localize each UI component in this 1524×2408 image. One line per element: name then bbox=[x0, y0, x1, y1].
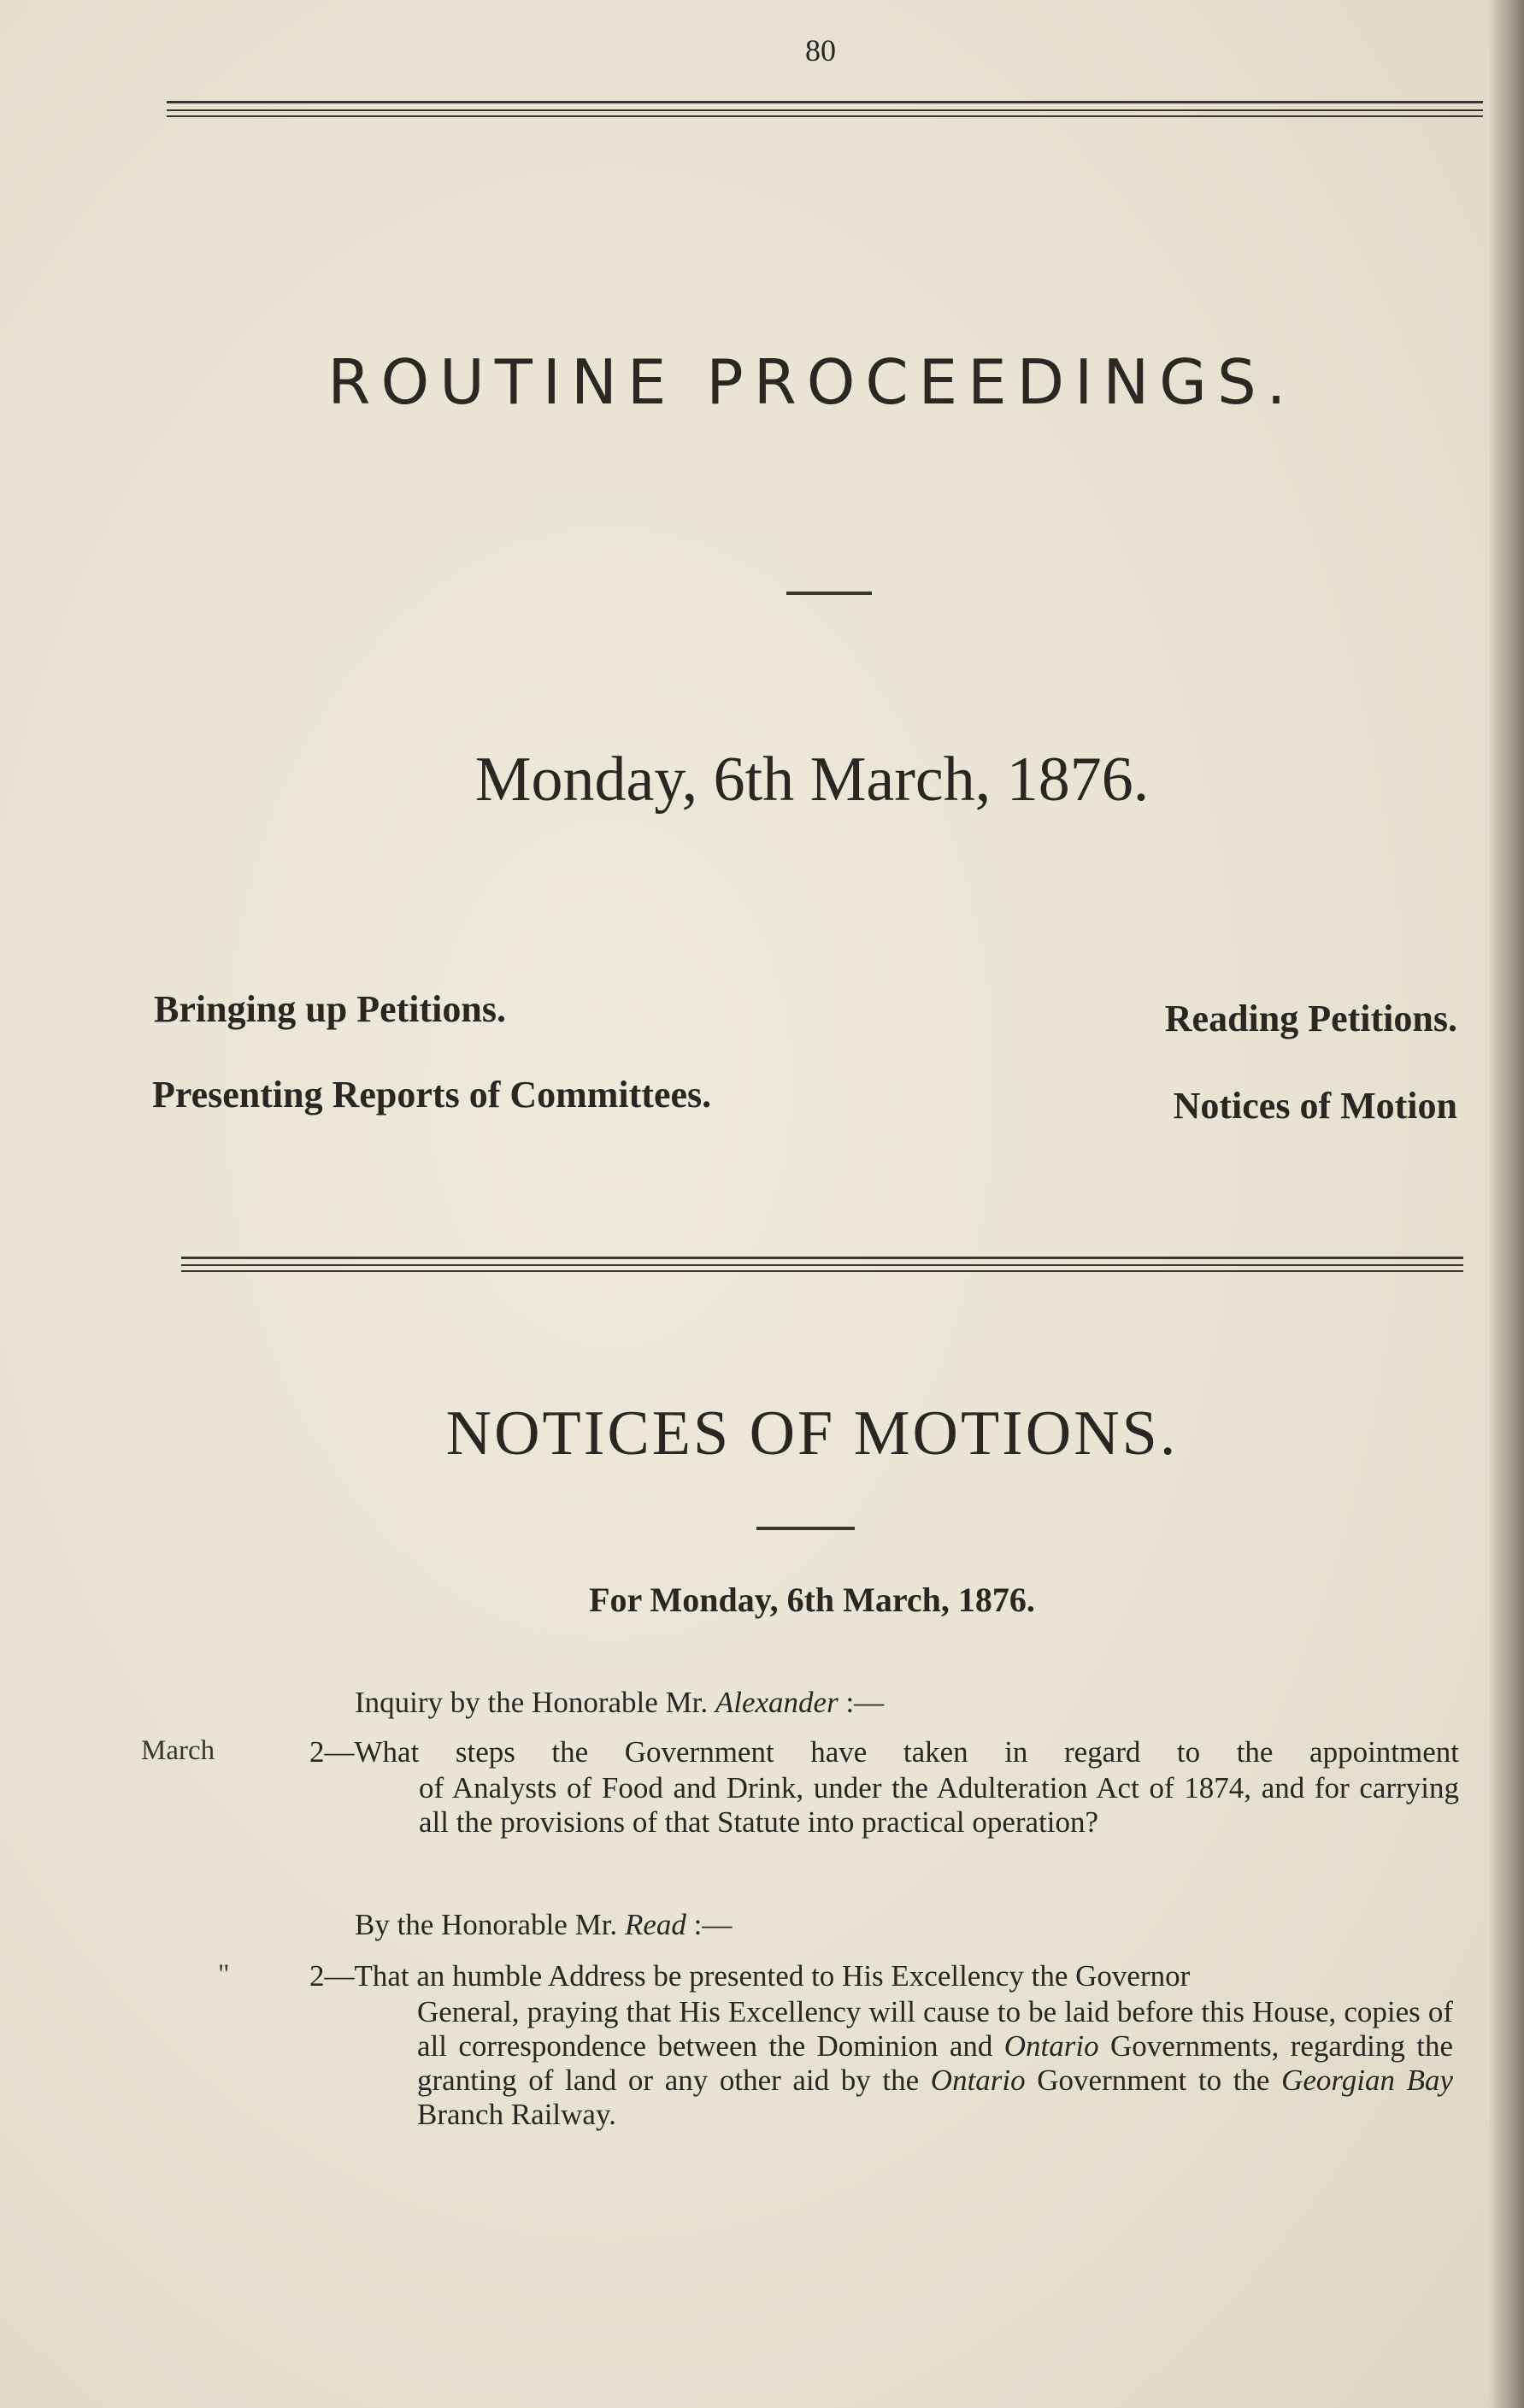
entry-2-body-a: General, praying that His Excellency will cause to be laid before this House, copies of all correspondence between the Dominion and bbox=[417, 1995, 1453, 2063]
middle-rule-thin bbox=[181, 1264, 1463, 1266]
middle-rule bbox=[181, 1257, 1463, 1259]
for-date-heading: For Monday, 6th March, 1876. bbox=[589, 1581, 1035, 1619]
entry-2-body-d: Branch Railway. bbox=[417, 2098, 616, 2131]
top-rule bbox=[167, 101, 1483, 103]
entry-2-intro bbox=[355, 1908, 732, 1942]
page-edge-shadow bbox=[1490, 0, 1524, 2408]
item-notices-of-motion: Notices of Motion bbox=[1173, 1085, 1457, 1127]
routine-proceedings-title: ROUTINE PROCEEDINGS. bbox=[327, 346, 1297, 418]
entry-2-body-c: Government to the bbox=[1025, 2064, 1282, 2097]
item-presenting-reports: Presenting Reports of Committees. bbox=[152, 1074, 712, 1116]
date-heading: Monday, 6th March, 1876. bbox=[474, 745, 1150, 815]
entry-2-margin-ditto: " bbox=[218, 1959, 230, 1990]
entry-2-body-ontario-1: Ontario bbox=[1003, 2029, 1099, 2063]
middle-rule-thin-2 bbox=[181, 1270, 1463, 1272]
entry-1-intro bbox=[355, 1686, 884, 1720]
entry-2-first-line: 2—That an humble Address be presented to His Excellency the Governor bbox=[309, 1959, 1191, 1993]
notices-of-motions-title: NOTICES OF MOTIONS. bbox=[445, 1398, 1179, 1469]
item-reading-petitions: Reading Petitions. bbox=[1164, 998, 1457, 1039]
ornament-dash bbox=[786, 592, 872, 595]
top-rule-thin bbox=[167, 109, 1483, 111]
item-bringing-up-petitions: Bringing up Petitions. bbox=[154, 988, 506, 1030]
top-rule-thin-2 bbox=[167, 115, 1483, 117]
page-number: 80 bbox=[805, 33, 836, 68]
entry-1-member-name: Alexander bbox=[715, 1686, 838, 1719]
entry-2-body-georgian-bay: Georgian Bay bbox=[1281, 2064, 1453, 2097]
entry-2-intro-suffix: :— bbox=[686, 1908, 733, 1941]
entry-2-member-name: Read bbox=[624, 1908, 686, 1941]
entry-1-intro-suffix: :— bbox=[838, 1686, 885, 1719]
entry-2-body-b: Governments, regarding the granting of land or any other aid by the bbox=[417, 2029, 1453, 2097]
entry-1-margin-note: March bbox=[141, 1735, 215, 1766]
entry-1-first-line: 2—What steps the Government have taken in regard to the appointment bbox=[309, 1735, 1459, 1769]
entry-1-intro-prefix: Inquiry by the Honorable Mr. bbox=[355, 1686, 715, 1719]
entry-2-body-ontario-2: Ontario bbox=[930, 2064, 1026, 2097]
entry-2-body bbox=[417, 1995, 1453, 2132]
notices-ornament-dash bbox=[756, 1527, 855, 1530]
entry-2-intro-prefix: By the Honorable Mr. bbox=[355, 1908, 625, 1941]
entry-1-body: of Analysts of Food and Drink, under the Adulteration Act of 1874, and for carrying all the provisions of that Statute into practical operation? bbox=[419, 1771, 1459, 1839]
